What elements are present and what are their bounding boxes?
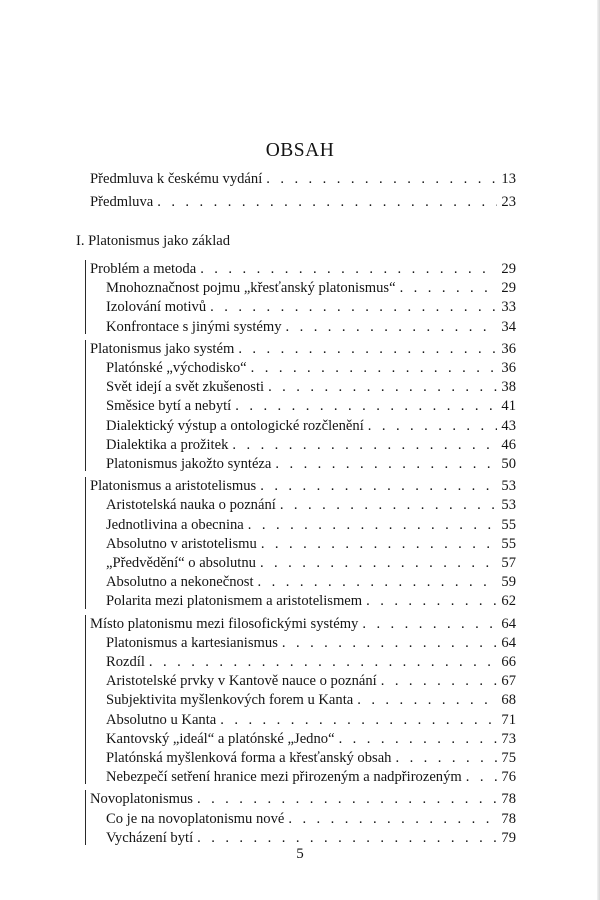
toc-entry-label: Svět idejí a svět zkušenosti xyxy=(106,379,265,396)
toc-entry-page: 79 xyxy=(501,829,516,846)
dot-leader xyxy=(466,767,498,787)
toc-entry-page: 34 xyxy=(501,318,516,335)
dot-leader xyxy=(362,614,497,634)
dot-leader xyxy=(220,710,497,730)
toc-entry-page: 53 xyxy=(501,497,516,514)
dot-leader xyxy=(286,317,498,337)
toc-entry-label: Směsice bytí a nebytí xyxy=(106,398,232,415)
toc-subentry[interactable] xyxy=(106,767,516,787)
dot-leader xyxy=(275,454,497,474)
page-number: 5 xyxy=(296,846,304,862)
toc-entry-label: Rozdíl xyxy=(106,654,145,670)
toc-entry-label: Jednotlivina a obecnina xyxy=(106,516,244,533)
dot-leader xyxy=(197,789,497,809)
toc-subentry[interactable] xyxy=(106,729,516,749)
toc-subentry[interactable] xyxy=(106,809,516,829)
toc-entry-page: 64 xyxy=(501,634,516,651)
dot-leader xyxy=(260,476,497,496)
section-bracket-line xyxy=(85,477,86,608)
toc-subentry[interactable] xyxy=(106,591,516,611)
toc-subentry[interactable] xyxy=(106,748,516,768)
dot-leader xyxy=(149,652,497,672)
dot-leader xyxy=(248,515,498,535)
toc-entry-label: Vycházení bytí xyxy=(106,829,194,846)
toc-entry-front-matter[interactable] xyxy=(90,192,516,212)
toc-entry-label: Co je na novoplatonismu nové xyxy=(106,810,285,827)
toc-entry-label: Aristotelská nauka o poznání xyxy=(106,497,276,514)
dot-leader xyxy=(157,192,497,212)
toc-entry-label: Problém a metoda xyxy=(90,261,197,277)
toc-entry-page: 66 xyxy=(501,654,516,670)
toc-section-title[interactable] xyxy=(90,614,516,634)
toc-entry-label: Izolování motivů xyxy=(106,299,207,316)
toc-entry-label: Polarita mezi platonismem a aristotelismem xyxy=(106,593,363,610)
dot-leader xyxy=(260,553,497,573)
dot-leader xyxy=(395,748,497,768)
part-heading: I. Platonismus jako základ xyxy=(76,233,231,249)
toc-entry-page: 46 xyxy=(501,436,516,453)
toc-entry-label: Aristotelské prvky v Kantově nauce o poznání xyxy=(106,673,377,690)
toc-entry-label: Platonismus jako systém xyxy=(90,340,235,357)
toc-entry-page: 68 xyxy=(501,692,516,709)
dot-leader xyxy=(400,278,498,298)
toc-entry-page: 55 xyxy=(501,535,516,552)
toc-entry-page: 53 xyxy=(501,478,516,495)
toc-entry-page: 29 xyxy=(501,280,516,297)
toc-entry-page: 50 xyxy=(501,456,516,472)
toc-entry-page: 13 xyxy=(501,171,516,187)
dot-leader xyxy=(268,377,497,397)
toc-entry-label: Novoplatonismus xyxy=(90,791,193,808)
toc-entry-page: 36 xyxy=(501,360,516,376)
toc-subentry[interactable] xyxy=(106,633,516,653)
toc-entry-label: Dialektický výstup a ontologické rozčlenění xyxy=(106,417,364,434)
toc-subentry[interactable] xyxy=(106,690,516,710)
dot-leader xyxy=(366,591,497,611)
toc-entry-page: 73 xyxy=(501,730,516,747)
toc-subentry[interactable] xyxy=(106,454,516,474)
dot-leader xyxy=(200,259,497,279)
dot-leader xyxy=(288,809,497,829)
toc-section-title[interactable] xyxy=(90,339,516,359)
toc-entry-page: 75 xyxy=(501,750,516,766)
dot-leader xyxy=(210,297,497,317)
toc-entry-page: 78 xyxy=(501,810,516,827)
toc-subentry[interactable] xyxy=(106,278,516,298)
toc-subentry[interactable] xyxy=(106,495,516,515)
dot-leader xyxy=(261,534,498,554)
toc-entry-label: Konfrontace s jinými systémy xyxy=(106,318,282,335)
toc-subentry[interactable] xyxy=(106,652,516,672)
toc-entry-page: 33 xyxy=(501,299,516,316)
toc-entry-page: 64 xyxy=(501,615,516,632)
toc-entry-label: Nebezpečí setření hranice mezi přirozeným a nadpřirozeným xyxy=(106,769,462,786)
toc-subentry[interactable] xyxy=(106,534,516,554)
toc-subentry[interactable] xyxy=(106,572,516,592)
toc-entry-front-matter[interactable] xyxy=(90,169,516,189)
toc-section-title[interactable] xyxy=(90,789,516,809)
dot-leader xyxy=(357,690,497,710)
toc-subentry[interactable] xyxy=(106,828,516,848)
dot-leader xyxy=(251,358,498,378)
toc-entry-page: 78 xyxy=(501,791,516,808)
page-title: OBSAH xyxy=(265,140,335,161)
toc-subentry[interactable] xyxy=(106,515,516,535)
toc-entry-page: 57 xyxy=(501,555,516,571)
toc-entry-label: Platónská myšlenková forma a křesťanský obsah xyxy=(106,750,392,766)
dot-leader xyxy=(197,828,497,848)
toc-entry-page: 43 xyxy=(501,417,516,434)
section-bracket-line xyxy=(85,790,86,845)
toc-subentry[interactable] xyxy=(106,297,516,317)
toc-entry-label: Dialektika a prožitek xyxy=(106,436,229,453)
toc-entry-label: Platonismus jakožto syntéza xyxy=(106,456,272,472)
toc-entry-page: 71 xyxy=(501,711,516,728)
toc-entry-label: Absolutno v aristotelismu xyxy=(106,535,257,552)
toc-entry-label: Platonismus a kartesianismus xyxy=(106,634,278,651)
dot-leader xyxy=(235,396,497,416)
toc-subentry[interactable] xyxy=(106,358,516,378)
section-bracket-line xyxy=(85,260,86,334)
toc-entry-label: Subjektivita myšlenkových forem u Kanta xyxy=(106,692,354,709)
dot-leader xyxy=(368,416,498,436)
toc-entry-page: 36 xyxy=(501,340,516,357)
toc-entry-label: Absolutno u Kanta xyxy=(106,711,217,728)
toc-subentry[interactable] xyxy=(106,710,516,730)
toc-entry-page: 41 xyxy=(501,398,516,415)
dot-leader xyxy=(266,169,497,189)
toc-entry-label: Platónské „východisko“ xyxy=(106,360,247,376)
dot-leader xyxy=(339,729,498,749)
toc-subentry[interactable] xyxy=(106,396,516,416)
dot-leader xyxy=(232,435,497,455)
section-bracket-line xyxy=(85,340,86,471)
toc-entry-label: Předmluva xyxy=(90,194,154,210)
toc-entry-label: Absolutno a nekonečnost xyxy=(106,574,254,591)
toc-entry-label: Předmluva k českému vydání xyxy=(90,171,263,187)
toc-subentry[interactable] xyxy=(106,317,516,337)
dot-leader xyxy=(280,495,498,515)
toc-subentry[interactable] xyxy=(106,416,516,436)
toc-entry-page: 38 xyxy=(501,379,516,396)
dot-leader xyxy=(258,572,498,592)
toc-section-title[interactable] xyxy=(90,476,516,496)
toc-entry-page: 62 xyxy=(501,593,516,610)
toc-entry-page: 55 xyxy=(501,516,516,533)
toc-subentry[interactable] xyxy=(106,671,516,691)
toc-subentry[interactable] xyxy=(106,553,516,573)
toc-entry-label: „Předvědění“ o absolutnu xyxy=(106,555,256,571)
dot-leader xyxy=(282,633,498,653)
toc-entry-page: 67 xyxy=(501,673,516,690)
toc-entry-label: Kantovský „ideál“ a platónské „Jedno“ xyxy=(106,730,335,747)
dot-leader xyxy=(381,671,498,691)
toc-entry-label: Mnohoznačnost pojmu „křesťanský platonismus“ xyxy=(106,280,396,297)
toc-subentry[interactable] xyxy=(106,435,516,455)
toc-section-title[interactable] xyxy=(90,259,516,279)
toc-entry-page: 29 xyxy=(501,261,516,277)
toc-entry-page: 76 xyxy=(501,769,516,786)
toc-entry-label: Platonismus a aristotelismus xyxy=(90,478,257,495)
section-bracket-line xyxy=(85,615,86,785)
toc-subentry[interactable] xyxy=(106,377,516,397)
toc-entry-label: Místo platonismu mezi filosofickými systémy xyxy=(90,615,359,632)
toc-entry-page: 23 xyxy=(501,194,516,210)
dot-leader xyxy=(238,339,497,359)
toc-entry-page: 59 xyxy=(501,574,516,591)
